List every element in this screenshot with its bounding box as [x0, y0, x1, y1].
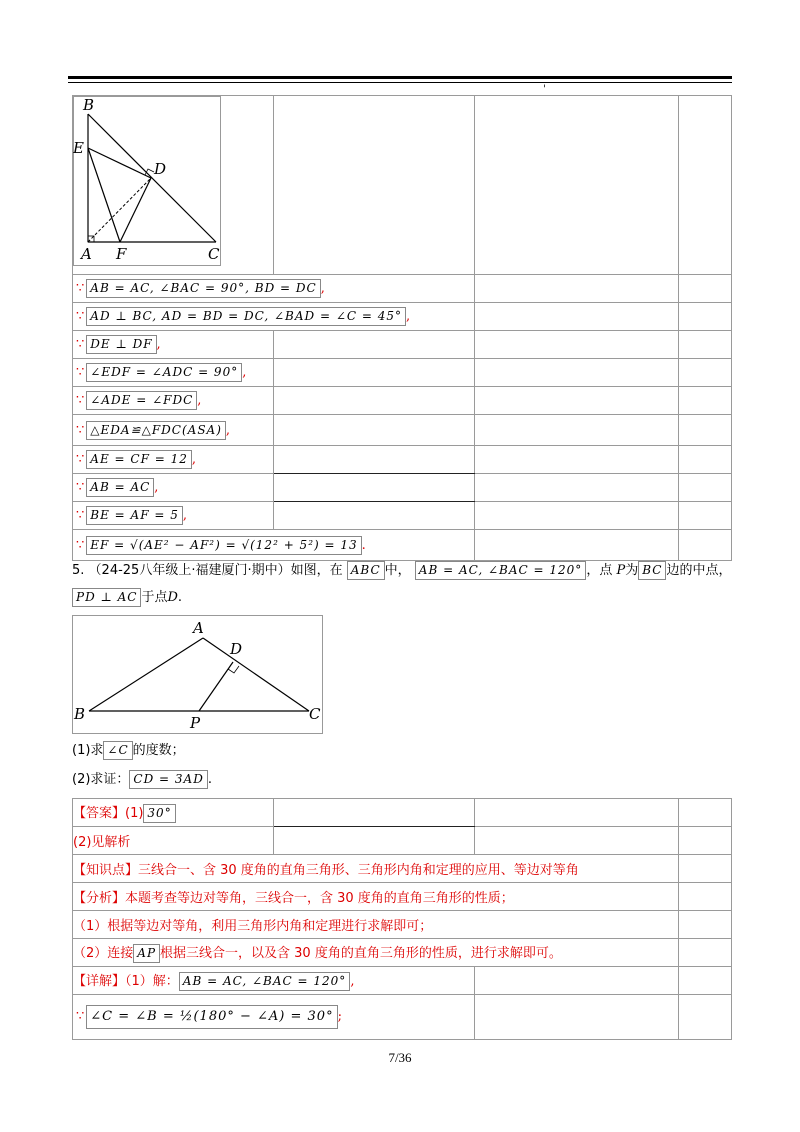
question-1: (1)求 ∠C 的度数； — [72, 743, 185, 758]
solution-row-4: ∵ ∠EDF = ∠ADC = 90° , — [73, 359, 274, 387]
triangle-figure-1 — [73, 96, 221, 266]
solution-row-9: ∵ BE = AF = 5 , — [73, 502, 274, 530]
label-C: C — [309, 705, 321, 723]
segment-ED — [88, 148, 151, 178]
page-number: 7/36 — [388, 1050, 412, 1065]
solution-row-10: ∵ EF = √(AE² − AF²) = √(12² + 5²) = 13 . — [73, 530, 475, 561]
solution-row-8: ∵ AB = AC , — [73, 474, 274, 502]
label-B: B — [83, 96, 95, 114]
label-F: F — [116, 245, 127, 263]
label-D: D — [230, 640, 243, 658]
solution-row-3: ∵ DE ⊥ DF , — [73, 331, 274, 359]
question-2: (2)求证： CD = 3AD . — [72, 772, 212, 787]
solution-row-7: ∵ AE = CF = 12 , — [73, 446, 274, 474]
label-A: A — [81, 245, 92, 263]
label-C: C — [208, 245, 220, 263]
label-B: B — [74, 705, 86, 723]
answer-row-2: (2)见解析 — [73, 827, 274, 855]
step1-row: （1）根据等边对等角，利用三角形内角和定理进行求解即可； — [73, 911, 679, 939]
solution-row-6: ∵ △EDA≌△FDC(ASA) , — [73, 415, 274, 446]
final-row: ∵ ∠C = ∠B = ½(180° − ∠A) = 30° ; — [73, 995, 475, 1040]
figure2-box — [72, 615, 323, 734]
segment-EF — [88, 148, 120, 242]
segment-DF — [120, 178, 151, 242]
step2-row: （2）连接 AP 根据三线合一，以及含 30 度角的直角三角形的性质，进行求解即可。 — [73, 939, 679, 967]
figure1-cell — [73, 96, 274, 275]
label-A: A — [193, 619, 204, 637]
problem-5-statement: 5. （24-25八年级上·福建厦门·期中）如图，在 ABC 中， AB = AC, ∠BAC = 120° ，点 P为 BC 边的中点， — [72, 563, 732, 578]
segment-BA — [89, 638, 203, 711]
solution-row-5: ∵ ∠ADE = ∠FDC , — [73, 387, 274, 415]
segment-AC — [203, 638, 309, 711]
label-E: E — [73, 139, 84, 157]
segment-AD-dashed — [88, 178, 151, 242]
triangle-figure-2 — [73, 616, 322, 733]
label-D: D — [154, 160, 167, 178]
solution-row-1: ∵ AB = AC, ∠BAC = 90°, BD = DC , — [73, 275, 475, 303]
analysis-row: 【分析】本题考查等边对等角，三线合一，含 30 度角的直角三角形的性质； — [73, 883, 679, 911]
header-rule-thin — [68, 82, 732, 83]
solution-table — [72, 95, 732, 561]
answer-row: 【答案】(1) 30° — [73, 799, 274, 827]
header-rule-thick — [68, 76, 732, 79]
solution-row-2: ∵ AD ⊥ BC, AD = BD = DC, ∠BAD = ∠C = 45° , — [73, 303, 475, 331]
label-P: P — [190, 714, 201, 732]
problem-5-statement-line2: PD ⊥ AC 于点D. — [72, 588, 182, 608]
header-mark: ' — [543, 84, 546, 95]
answer-table — [72, 798, 732, 1040]
detail-row: 【详解】（1）解： AB = AC, ∠BAC = 120° , — [73, 967, 475, 995]
knowledge-row: 【知识点】三线合一、含 30 度角的直角三角形、三角形内角和定理的应用、等边对等角 — [73, 855, 679, 883]
